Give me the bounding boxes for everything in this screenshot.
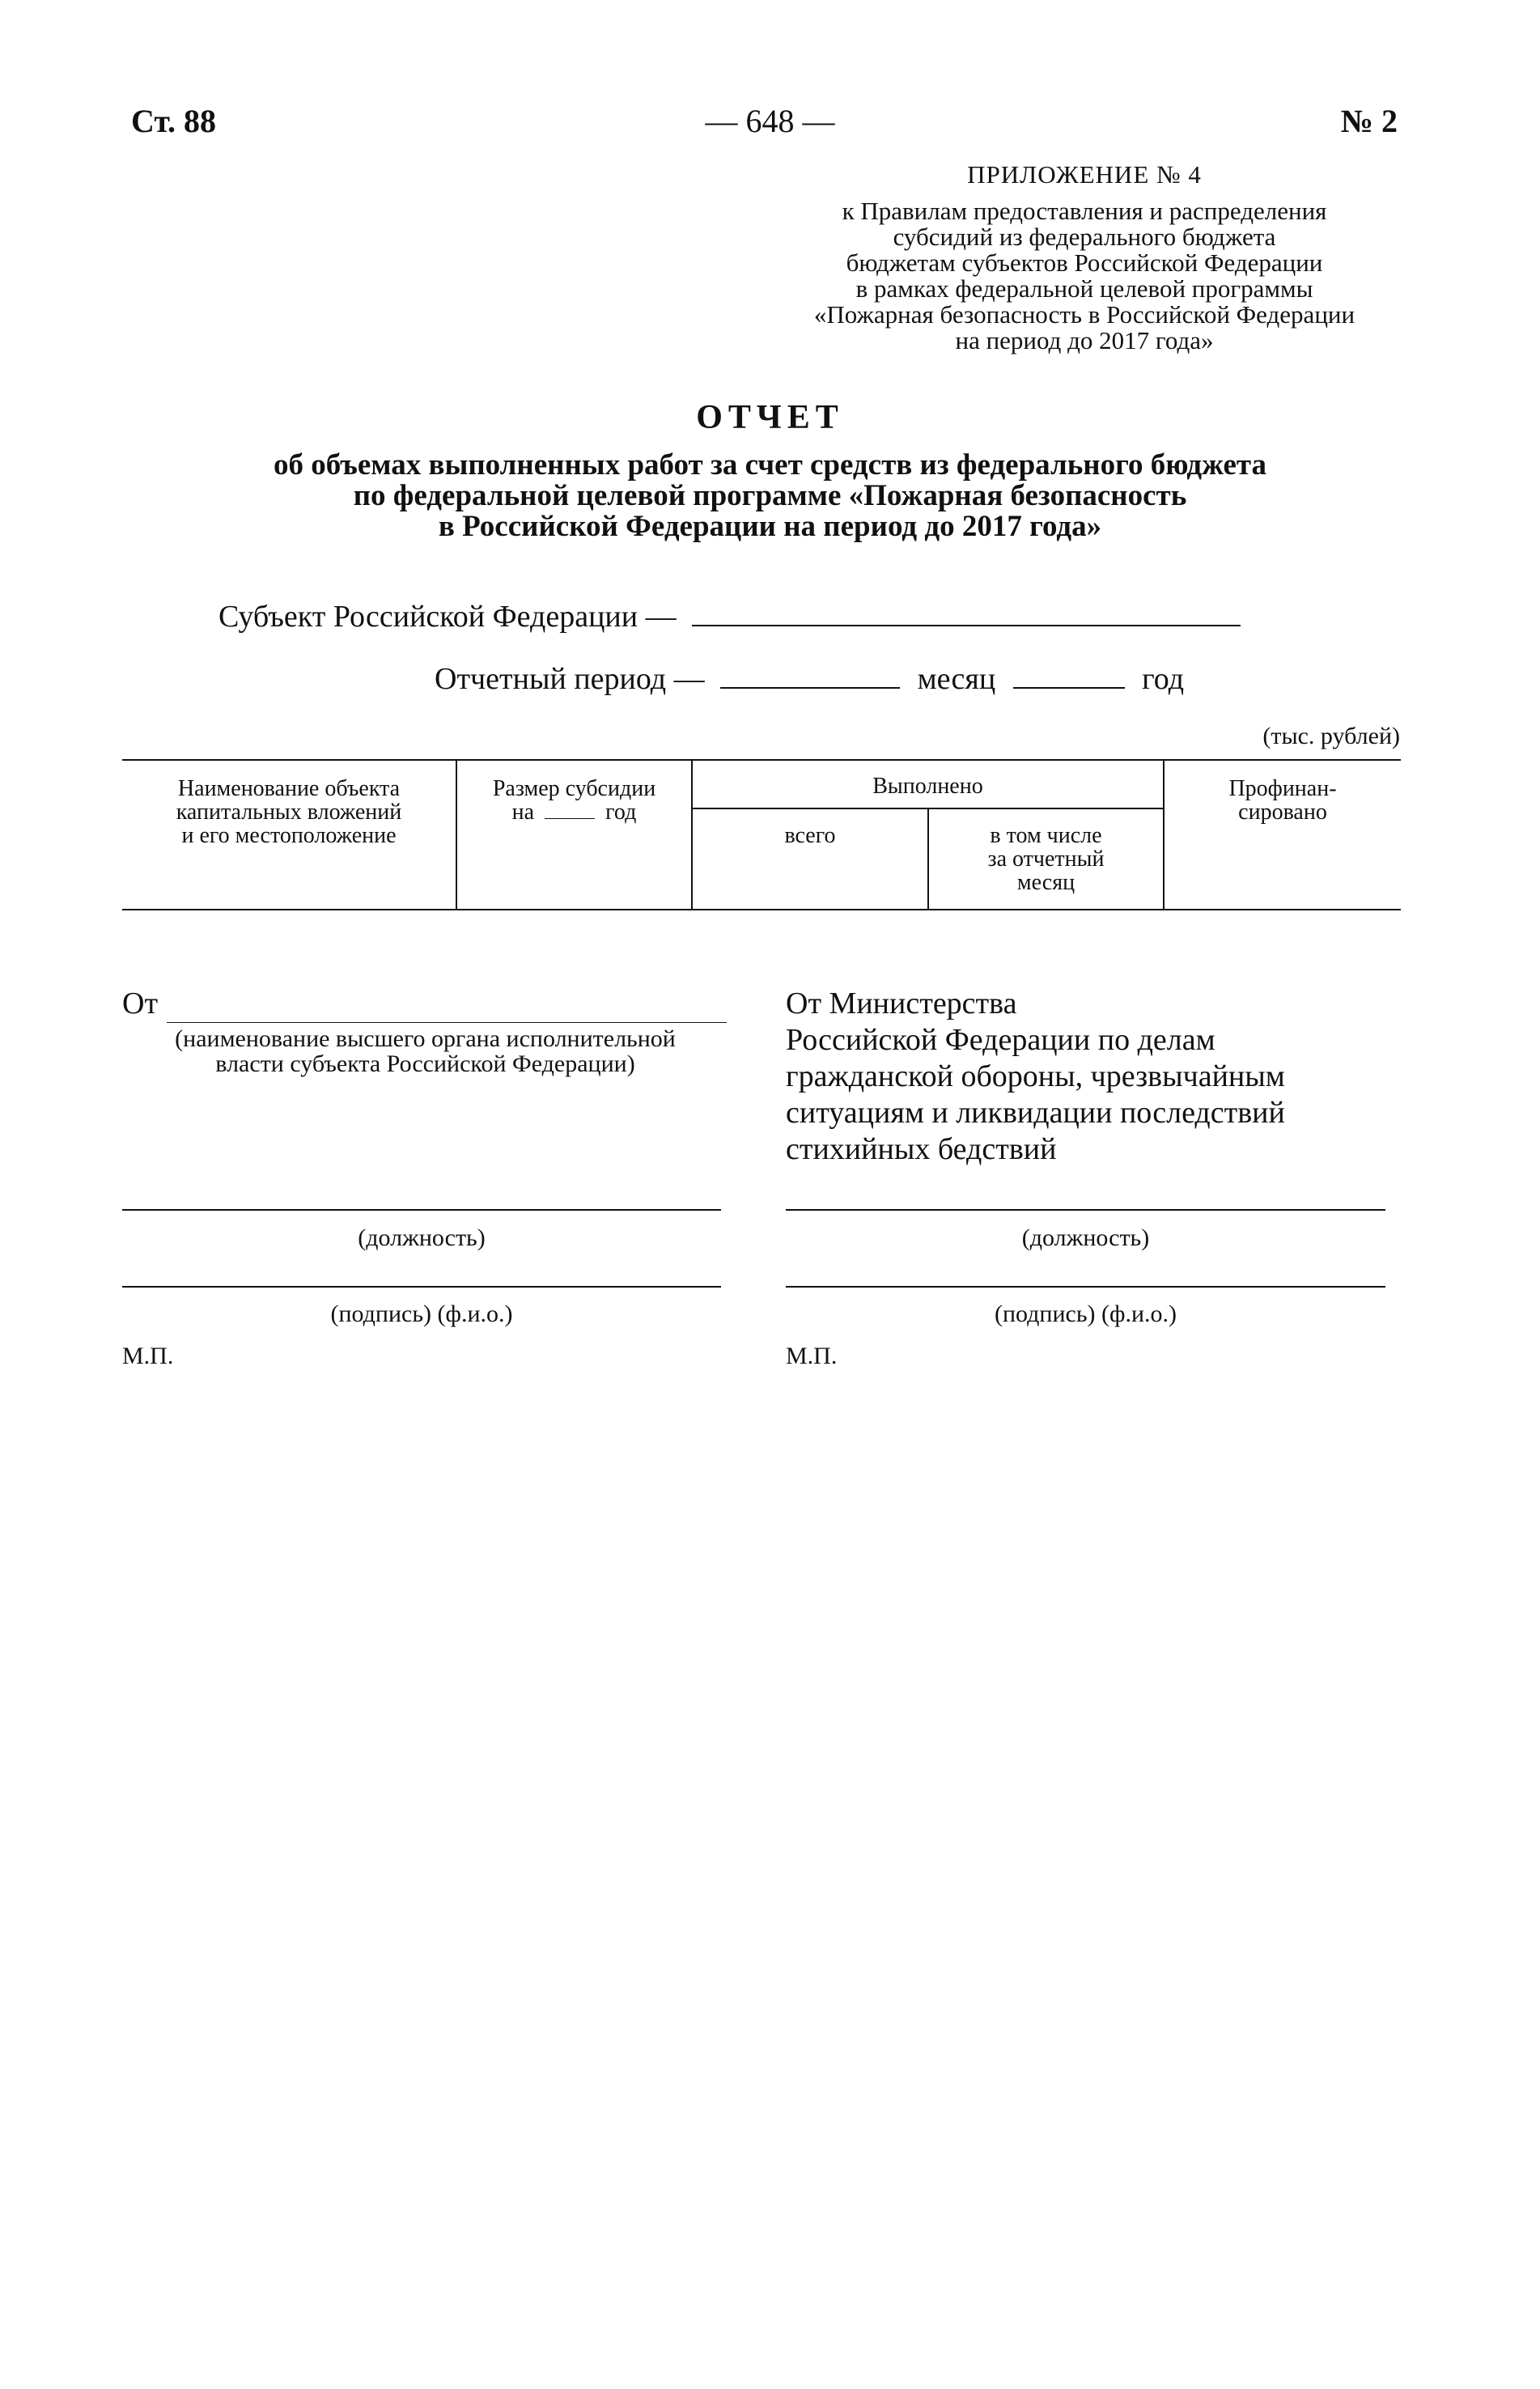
org-line: От Министерства (786, 987, 1017, 1021)
left-from-label: От (122, 987, 159, 1021)
left-org-note (122, 1026, 728, 1076)
header-line: капитальных вложений (176, 800, 402, 825)
org-line: ситуациям и ликвидации последствий (786, 1096, 1285, 1130)
report-subtitle (162, 450, 1378, 542)
left-org-input-line[interactable] (167, 1022, 727, 1023)
year-label: год (605, 800, 637, 825)
header-line: Наименование объекта (177, 776, 401, 801)
appendix-title: ПРИЛОЖЕНИЕ № 4 (967, 160, 1202, 189)
period-month-input-line[interactable] (720, 663, 900, 689)
org-line: гражданской обороны, чрезвычайным (786, 1059, 1285, 1093)
subtitle-line: об объемах выполненных работ за счет средств из федерального бюджета (273, 448, 1267, 482)
appendix-body (745, 198, 1424, 354)
appendix-line: в рамках федеральной целевой программы (855, 274, 1313, 303)
report-table (122, 759, 1401, 910)
year-label: год (1142, 662, 1185, 696)
left-position-input-line[interactable] (122, 1209, 721, 1211)
subtitle-line: по федеральной целевой программе «Пожарная безопасность (353, 479, 1187, 512)
table-units: (тыс. рублей) (1262, 723, 1400, 749)
left-seal: М.П. (122, 1343, 174, 1369)
appendix-line: бюджетам субъектов Российской Федерации (846, 248, 1323, 277)
table-subheader-line (691, 808, 1163, 809)
col-financed-header (1165, 777, 1401, 824)
page-section-number: Ст. 88 (131, 103, 216, 139)
right-position-input-line[interactable] (786, 1209, 1385, 1211)
header-line: в том числе (990, 823, 1102, 848)
period-label: Отчетный период — (435, 662, 705, 696)
note-line: (наименование высшего органа исполнительной (175, 1025, 676, 1052)
header-line (457, 800, 691, 824)
right-org-block (786, 986, 1285, 1168)
header-line: Размер субсидии (492, 776, 656, 801)
col-subsidy-header (457, 777, 691, 824)
subject-label: Субъект Российской Федерации — (218, 600, 677, 634)
subject-input-line[interactable] (692, 600, 1241, 626)
org-line: Российской Федерации по делам (786, 1023, 1215, 1057)
org-line: стихийных бедствий (786, 1132, 1057, 1166)
header-line: сировано (1238, 800, 1327, 825)
col-done-month-header (929, 824, 1163, 894)
note-line: власти субъекта Российской Федерации) (215, 1050, 635, 1077)
header-line: за отчетный (987, 847, 1105, 872)
col-done-group-header: Выполнено (872, 774, 983, 799)
period-year-input-line[interactable] (1013, 663, 1125, 689)
month-label: месяц (917, 662, 996, 696)
subject-field (218, 599, 1241, 634)
header-line: месяц (1016, 870, 1075, 895)
left-signature-input-line[interactable] (122, 1286, 721, 1288)
appendix-line: «Пожарная безопасность в Российской Федерации (813, 300, 1355, 329)
right-seal: М.П. (786, 1343, 838, 1369)
subtitle-line: в Российской Федерации на период до 2017 года» (438, 510, 1102, 543)
issue-number: № 2 (1340, 103, 1398, 139)
col-object-header (122, 777, 456, 847)
report-title: ОТЧЕТ (696, 399, 844, 436)
header-line: и его местоположение (181, 823, 397, 848)
subsidy-year-input-line[interactable] (545, 800, 595, 819)
na-label: на (511, 800, 535, 825)
col-done-total-header: всего (784, 823, 836, 848)
header-line: Профинан- (1228, 776, 1337, 801)
right-signature-caption: (подпись) (ф.и.о.) (994, 1301, 1177, 1327)
page-number: — 648 — (705, 103, 835, 139)
appendix-line: на период до 2017 года» (955, 326, 1214, 354)
period-field (435, 661, 1184, 697)
right-position-caption: (должность) (1021, 1224, 1150, 1251)
left-signature-caption: (подпись) (ф.и.о.) (330, 1301, 513, 1327)
appendix-line: субсидий из федерального бюджета (893, 223, 1276, 251)
appendix-line: к Правилам предоставления и распределения (842, 197, 1327, 225)
left-position-caption: (должность) (358, 1224, 486, 1251)
right-signature-input-line[interactable] (786, 1286, 1385, 1288)
